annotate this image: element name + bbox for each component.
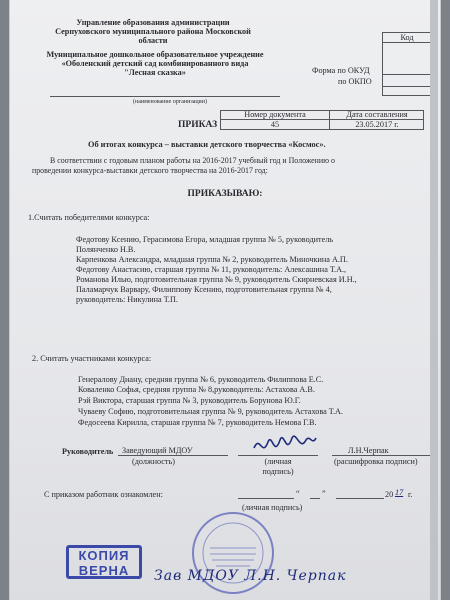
section1-line: руководитель: Никулина Т.П. [76,295,178,304]
date-label: Дата составления [346,110,408,119]
copy-stamp-line-2: ВЕРНА [78,563,130,578]
section1-line: Федотову Ксению, Герасимова Егора, младшая группа № 5, руководитель [76,235,334,244]
acquaint-quote-close: ” [322,489,326,498]
doc-number: 45 [270,120,280,129]
acquaint-year-suffix: 17 [395,488,404,497]
section1-line: Федотову Анастасию, старшая группа № 11, руководитель: Алексашина Т.А., [76,265,347,274]
copy-verified-stamp [66,545,142,579]
code-row-divider-2 [382,74,432,75]
acquaint-day-underline [310,498,320,499]
section2-line: Генералову Диану, средняя группа № 6, руководитель Филиппова Е.С. [78,375,324,384]
okpo-label: по ОКПО [338,77,372,86]
intro-line-2: проведении конкурса-выставки детского творчества на 2016-2017 год: [32,166,268,175]
order-title: ПРИКАЗ [178,120,218,130]
section2-line: Коваленко Софья, средняя группа № 8,руководитель: Астахова А.В. [78,385,315,394]
head-name: Л.Н.Черпак [348,446,389,455]
section1-line: Романова Илью, подготовительная группа № 9, руководитель Скирневская И.Н., [76,275,357,284]
section1-line: Карпенкова Александра, младшая группа № 2, руководитель Миночкина А.П. [76,255,348,264]
acquaint-label: С приказом работник ознакомлен: [44,490,163,499]
copy-stamp-line-1: КОПИЯ [78,548,130,563]
handwritten-signature [248,428,318,462]
decree-heading: ПРИКАЗЫВАЮ: [187,189,263,199]
sign-caption-1: (личная [264,457,292,466]
section2-line: Рэй Виктора, старшая группа № 3, руководитель Борунова Ю.Г. [78,396,301,405]
section1-title: 1.Считать победителями конкурса: [28,213,150,222]
acquaint-month-underline [336,498,384,499]
org-underline [50,96,280,97]
page-edge [430,0,438,600]
section1-line: Полянченко Н.В. [76,245,136,254]
code-row-divider-3 [382,86,432,87]
org-line-4: Муниципальное дошкольное образовательное учреждение [46,50,264,59]
document-page [10,0,440,600]
name-underline [332,455,430,456]
head-position: Заведующий МДОУ [122,446,193,455]
org-caption: (наименование организации) [133,99,207,105]
org-line-3: области [138,36,168,45]
section1-line: Паламарчук Варвару, Филиппову Ксению, подготовительная группа № 4, [76,285,332,294]
acquaint-year-end: г. [408,490,413,499]
position-underline [118,455,228,456]
org-line-2: Серпуховского муниципального района Московской [55,27,251,36]
handwritten-note: Зав МДОУ Л.Н. Черпак [154,568,347,584]
name-caption: (расшифровка подписи) [334,457,418,466]
section2-line: Чуваеву Софию, подготовительная группа № 9, руководитель Астахова Т.А. [78,407,343,416]
doc-number-label: Номер документа [244,110,306,119]
okud-label: Форма по ОКУД [312,66,370,75]
acquaint-sign-underline [238,498,294,499]
acquaint-sign-caption: (личная подпись) [242,503,303,512]
section2-line: Федосеева Кирилла, старшая группа № 7, руководитель Немова Г.В. [78,418,317,427]
acquaint-quote-open: “ [296,489,300,498]
section2-title: 2. Считать участниками конкурса: [32,354,152,363]
order-subject: Об итогах конкурса – выставки детского творчества «Космос». [88,140,326,149]
org-line-5: «Оболенский детский сад комбинированного вида [61,59,249,68]
date-value: 23.05.2017 г. [355,120,399,129]
acquaint-year-prefix: 20 [385,490,394,499]
round-seal [188,508,278,598]
org-line-6: "Лесная сказка» [124,68,186,77]
code-row-divider-1 [382,42,432,43]
intro-line-1: В соответствии с годовым планом работы на 2016-2017 учебный год и Положению о [50,156,335,165]
code-label: Код [400,33,414,42]
position-caption: (должность) [132,457,175,466]
sign-caption-2: подпись) [262,467,294,476]
head-label: Руководитель [62,447,114,456]
org-line-1: Управление образования администрации [76,18,230,27]
